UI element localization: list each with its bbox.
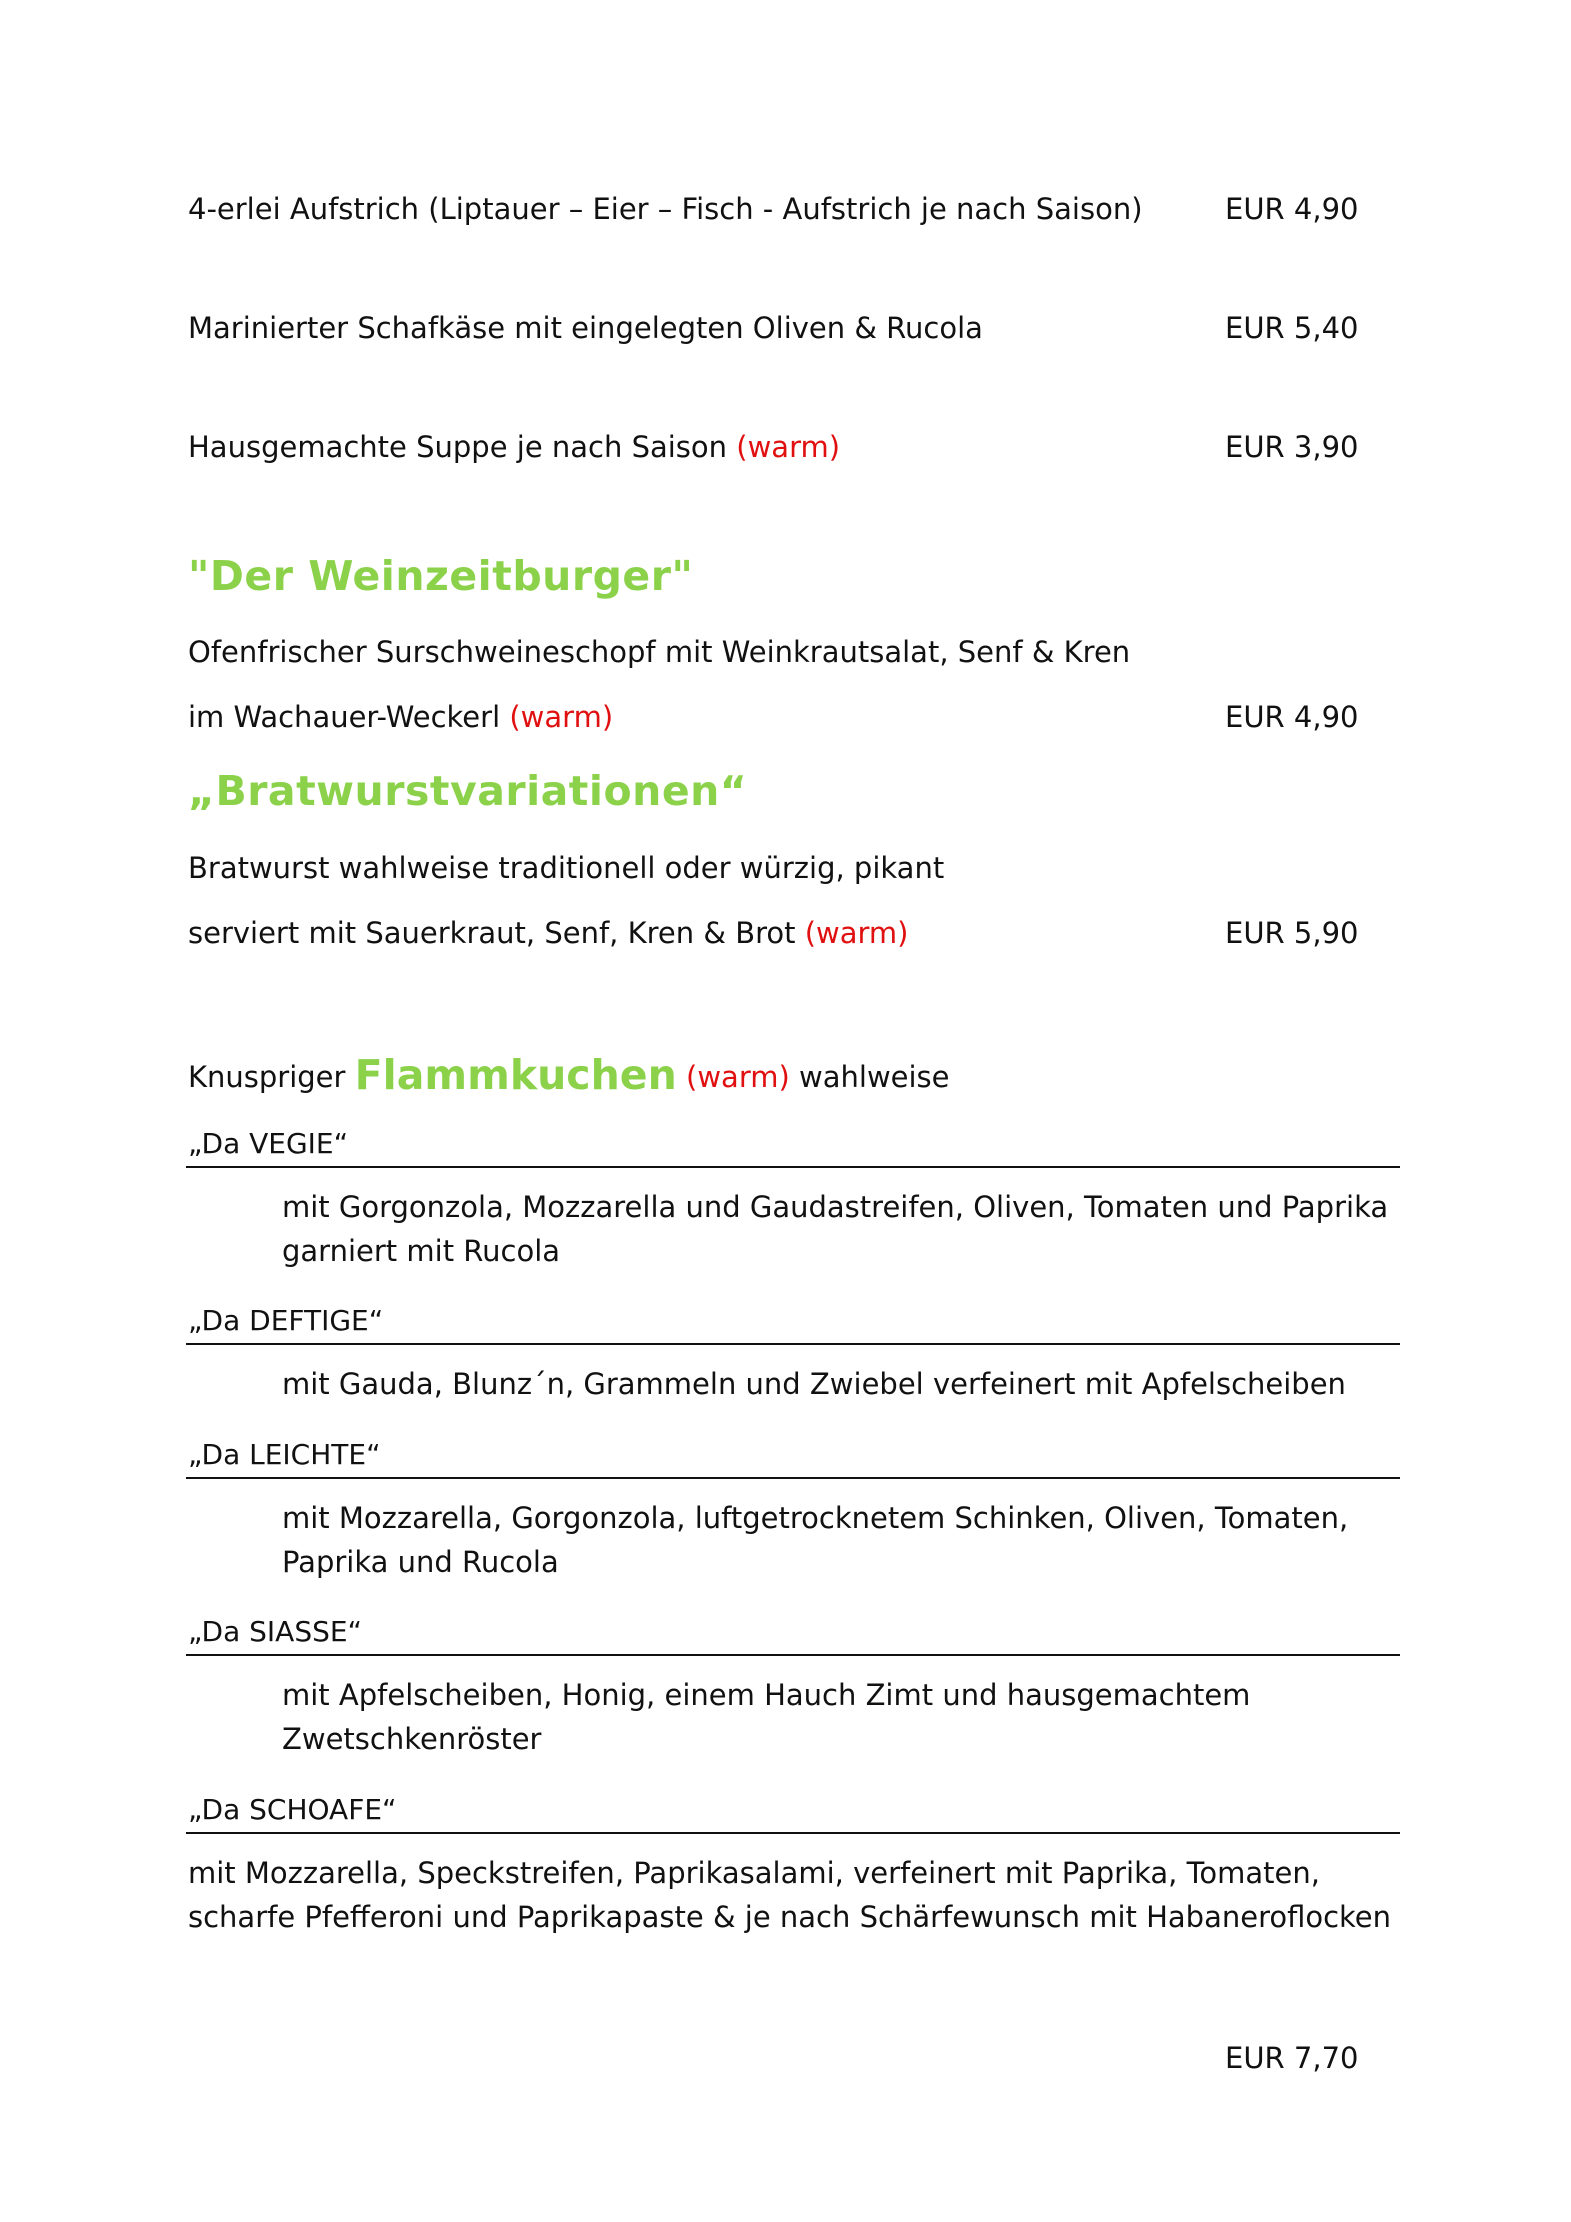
variant-leichte-divider	[186, 1477, 1400, 1479]
bratwurst-line2-text: serviert mit Sauerkraut, Senf, Kren & Brot	[188, 916, 796, 950]
burger-price: EUR 4,90	[1225, 700, 1359, 734]
burger-warm-tag: (warm)	[509, 700, 614, 734]
item-aufstrich-price: EUR 4,90	[1225, 192, 1359, 226]
variant-schoafe-desc: mit Mozzarella, Speckstreifen, Paprikasalami, verfeinert mit Paprika, Tomaten, scharfe Pfefferoni und Paprikapaste & je nach Schärfewunsch mit Habaneroflocken	[188, 1856, 1392, 1934]
flammkuchen-heading-line	[188, 1050, 950, 1102]
bratwurst-price: EUR 5,90	[1225, 916, 1359, 950]
variant-deftige-desc: mit Gauda, Blunz´n, Grammeln und Zwiebel verfeinert mit Apfelscheiben	[282, 1367, 1346, 1401]
burger-heading: "Der Weinzeitburger"	[188, 552, 694, 600]
bratwurst-heading: „Bratwurstvariationen“	[188, 767, 748, 815]
burger-line1: Ofenfrischer Surschweineschopf mit Weinkrautsalat, Senf & Kren	[188, 635, 1131, 669]
bratwurst-line1: Bratwurst wahlweise traditionell oder würzig, pikant	[188, 851, 945, 885]
variant-leichte-name: „Da LEICHTE“	[188, 1438, 381, 1471]
item-schafkaese-price: EUR 5,40	[1225, 311, 1359, 345]
bratwurst-line2	[188, 915, 909, 951]
item-schafkaese	[188, 310, 983, 346]
variant-vegie-name: „Da VEGIE“	[188, 1127, 349, 1160]
item-suppe-price: EUR 3,90	[1225, 430, 1359, 464]
variant-deftige-divider	[186, 1343, 1400, 1345]
variant-vegie-desc: mit Gorgonzola, Mozzarella und Gaudastreifen, Oliven, Tomaten und Paprika garniert mit Rucola	[282, 1190, 1389, 1268]
flammkuchen-title: Flammkuchen	[354, 1051, 677, 1099]
item-schafkaese-text: Marinierter Schafkäse mit eingelegten Oliven & Rucola	[188, 311, 983, 345]
item-suppe	[188, 429, 840, 465]
variant-schoafe-name: „Da SCHOAFE“	[188, 1793, 397, 1826]
burger-line2	[188, 699, 613, 735]
item-suppe-warm-tag: (warm)	[736, 430, 841, 464]
item-aufstrich-text: 4-erlei Aufstrich (Liptauer – Eier – Fisch - Aufstrich je nach Saison)	[188, 192, 1143, 226]
variant-deftige-name: „Da DEFTIGE“	[188, 1304, 384, 1337]
flammkuchen-price: EUR 7,70	[1225, 2041, 1359, 2075]
flammkuchen-suffix: wahlweise	[799, 1060, 950, 1094]
bratwurst-warm-tag: (warm)	[804, 916, 909, 950]
item-suppe-text: Hausgemachte Suppe je nach Saison	[188, 430, 728, 464]
item-aufstrich	[188, 191, 1143, 227]
burger-line2-text: im Wachauer-Weckerl	[188, 700, 501, 734]
variant-schoafe-divider	[186, 1832, 1400, 1834]
variant-siasse-name: „Da SIASSE“	[188, 1615, 363, 1648]
flammkuchen-warm-tag: (warm)	[686, 1060, 790, 1094]
variant-leichte-desc: mit Mozzarella, Gorgonzola, luftgetrocknetem Schinken, Oliven, Tomaten, Paprika und Rucola	[282, 1501, 1349, 1579]
variant-siasse-divider	[186, 1654, 1400, 1656]
variant-siasse-desc: mit Apfelscheiben, Honig, einem Hauch Zimt und hausgemachtem Zwetschkenröster	[282, 1678, 1251, 1756]
flammkuchen-prefix: Knuspriger	[188, 1060, 346, 1094]
variant-vegie-divider	[186, 1166, 1400, 1168]
